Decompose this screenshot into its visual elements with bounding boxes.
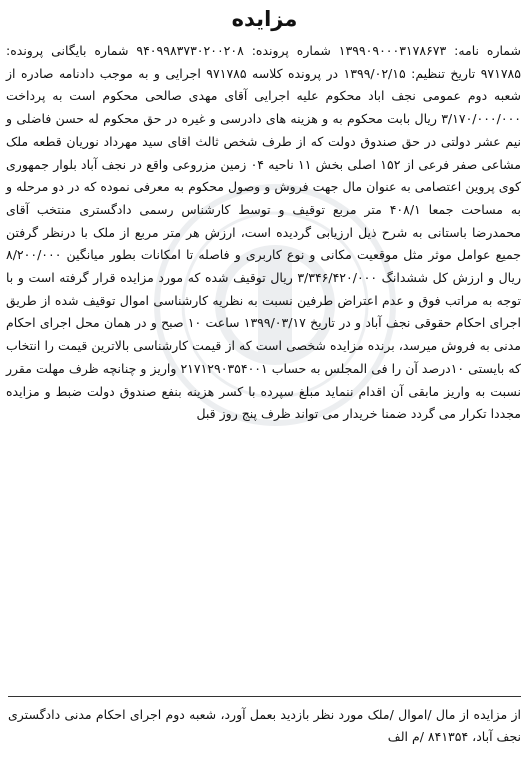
section-divider (8, 696, 521, 697)
notice-body-paragraph: شماره نامه: ۱۳۹۹۰۹۰۰۰۳۱۷۸۶۷۳ شماره پرونده: ۹۴۰۹۹۸۳۷۳۰۲۰۰۲۰۸ شماره بایگانی پرونده: ۹۷۱۷۸۵ تاریخ تنظیم: ۱۳۹۹/۰۲/۱۵ در پرونده کلاسه ۹۷۱۷۸۵ اجرایی و به موجب دادنامه صادره از شعبه دوم عمومی نجف اباد محکوم علیه اجرایی آقای مهدی صالحی محکوم است به پرداخت ۳/۱۷۰/۰۰۰/۰۰۰ ریال بابت محکوم به و هزینه های دادرسی و غیره در حق محکوم له حسن فاضلی و نیم عشر دولتی در حق صندوق دولت که از طرف شخص ثالث اقای سید مهرداد نوریان قطعه ملک مشاعی صفر فرعی از ۱۵۲ اصلی بخش ۱۱ ناحیه ۰۴ زمین مزروعی واقع در نجف آباد بلوار جمهوری کوی پروین اعتصامی به عنوان مال جهت فروش و وصول محکوم به معرفی نموده که در دو مرحله و به مساحت جمعا ۴۰۸/۱ متر مربع توقیف و توسط کارشناس رسمی دادگستری منتخب آقای محمدرضا باستانی به شرح ذیل ارزیابی گردیده است، ارزش هر متر مربع از ملک با درنظر گرفتن جمیع عوامل موثر مثل موقعیت مکانی و نوع کاربری و فاصله تا امکانات بطور میانگین ۸/۲۰۰/۰۰۰ ریال و ارزش کل ششدانگ ۳/۳۴۶/۴۲۰/۰۰۰ ریال توقیف شده که مورد مزایده قرار گرفته است و با توجه به مراتب فوق و عدم اعتراض طرفین نسبت به نظریه کارشناسی اموال توقیف شده از طریق اجرای احکام حقوقی نجف آباد و در تاریخ ۱۳۹۹/۰۳/۱۷ ساعت ۱۰ صبح و در همان محل اجرای احکام مدنی به فروش میرسد، برنده مزایده شخصی است که از قیمت کارشناسی بالاترین قیمت را انتخاب که بایستی ۱۰درصد آن را فی المجلس به حساب ۲۱۷۱۲۹۰۳۵۴۰۰۱ واریز و چنانچه ظرف مهلت مقرر نسبت به واریز مابقی آن اقدام ننماید مبلغ سپرده با کسر هزینه بنفع صندوق دولت ضبط و مزایده مجددا تکرار می گردد ضمنا خریدار می تواند ظرف پنج روز قبل (6, 43, 521, 422)
notice-body (6, 40, 521, 426)
notice-footer (8, 704, 521, 748)
notice-footer-paragraph: از مزایده از مال /اموال /ملک مورد نظر بازدید بعمل آورد، شعبه دوم اجرای احکام مدنی دادگستری نجف آباد، ۸۴۱۳۵۴ /م الف (8, 707, 521, 744)
notice-title: مزایده (231, 7, 298, 31)
